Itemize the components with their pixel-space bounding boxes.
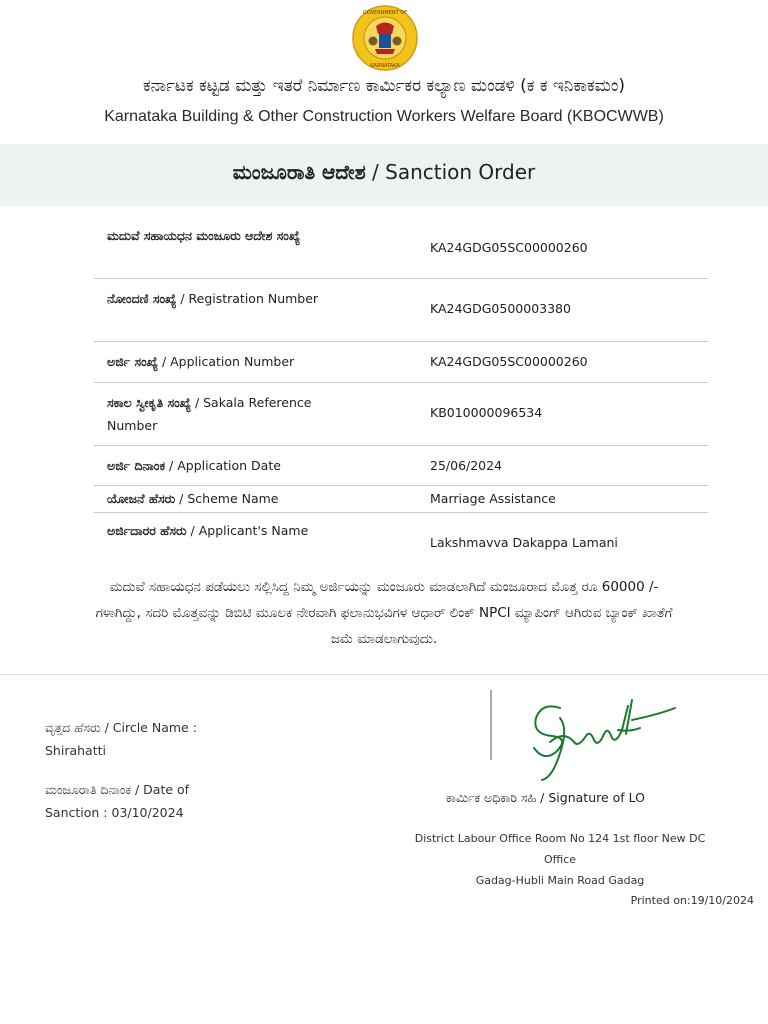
circle-name-block xyxy=(45,716,197,762)
table-row xyxy=(94,279,708,342)
row-label: ಮದುವೆ ಸಹಾಯಧನ ಮಂಜೂರು ಆದೇಶ ಸಂಖ್ಯೆ xyxy=(107,228,301,243)
sanction-date-value: Sanction : 03/10/2024 xyxy=(45,805,184,820)
notice-line: ಜಮೆ ಮಾಡಲಾಗುವುದು. xyxy=(330,631,438,647)
sanction-date-label: ಮಂಜೂರಾತಿ ದಿನಾಂಕ / Date of xyxy=(45,782,190,797)
sanction-date-block xyxy=(45,778,189,824)
notice-line: ಮದುವೆ ಸಹಾಯಧನ ಪಡೆಯಲು ಸಲ್ಲಿಸಿದ್ದ ನಿಮ್ಮ ಅರ್ಜಿಯನ್ನು ಮಂಜೂರು ಮಾಡಲಾಗಿದೆ ಮಂಜೂರಾದ ಮೊತ್ತ ರೂ 60000 /- xyxy=(109,579,659,595)
row-label: ಅರ್ಜಿ ಸಂಖ್ಯೆ / Application Number xyxy=(107,354,295,369)
row-value: KA24GDG0500003380 xyxy=(430,301,571,316)
row-value: 25/06/2024 xyxy=(430,458,503,473)
row-label: ನೋಂದಣಿ ಸಂಖ್ಯೆ / Registration Number xyxy=(107,291,319,306)
office-address-line: Gadag-Hubli Main Road Gadag xyxy=(475,874,645,887)
government-emblem-logo xyxy=(352,4,418,72)
emblem-top-text: GOVERNMENT OF xyxy=(362,10,408,16)
circle-name-value: Shirahatti xyxy=(45,743,106,758)
printed-date: Printed on:19/10/2024 xyxy=(630,894,754,907)
row-value: KB010000096534 xyxy=(430,405,543,420)
table-row xyxy=(94,383,708,446)
sanction-notice xyxy=(10,574,758,652)
org-name-english: Karnataka Building & Other Construction Workers Welfare Board (KBOCWWB) xyxy=(104,108,664,125)
row-value: Marriage Assistance xyxy=(430,491,556,506)
row-value: KA24GDG05SC00000260 xyxy=(430,240,588,255)
row-value: Lakshmavva Dakappa Lamani xyxy=(430,535,618,550)
page-title xyxy=(0,160,768,184)
row-label: ಯೋಜನೆ ಹೆಸರು / Scheme Name xyxy=(107,491,279,506)
table-row xyxy=(94,486,708,513)
office-address xyxy=(400,828,720,891)
row-label: ಅರ್ಜಿ ದಿನಾಂಕ / Application Date xyxy=(107,458,281,473)
office-address-line: District Labour Office Room No 124 1st floor New DC Office xyxy=(414,832,706,866)
row-label: ಅರ್ಜಿದಾರರ ಹೆಸರು / Applicant's Name xyxy=(107,523,309,538)
notice-line: ಗಳಾಗಿದ್ದು, ಸದರಿ ಮೊತ್ತವನ್ನು ಡಿಬಿಟಿ ಮೂಲಕ ನೇರವಾಗಿ ಫಲಾನುಭವಿಗಳ ಆಧಾರ್ ಲಿಂಕ್ NPCI ಮ್ಯಾಪಿಂಗ್ ಆಗಿರುವ ಬ್ಯಾಂಕ್ ಖಾತೆಗೆ xyxy=(95,605,673,621)
table-row xyxy=(94,513,708,571)
row-value: KA24GDG05SC00000260 xyxy=(430,354,588,369)
circle-name-label: ವೃತ್ತದ ಹೆಸರು / Circle Name : xyxy=(45,720,197,735)
table-row xyxy=(94,446,708,486)
sanction-details-table xyxy=(94,214,708,571)
signature-label: ಕಾರ್ಮಿಕ ಅಧಿಕಾರಿ ಸಹಿ / Signature of LO xyxy=(446,790,646,805)
table-row xyxy=(94,214,708,279)
officer-signature xyxy=(490,690,690,786)
org-name-kannada: ಕರ್ನಾಟಕ ಕಟ್ಟಡ ಮತ್ತು ಇತರೆ ನಿರ್ಮಾಣ ಕಾರ್ಮಿಕರ ಕಲ್ಯಾಣ ಮಂಡಳಿ (ಕ ಕ ಇನಿಕಾಕಮಂ) xyxy=(142,76,626,96)
section-divider xyxy=(0,674,768,675)
emblem-bottom-text: KARNATAKA xyxy=(370,63,400,69)
table-row xyxy=(94,342,708,383)
row-label: ಸಕಾಲ ಸ್ವೀಕೃತಿ ಸಂಖ್ಯೆ / Sakala Reference Number xyxy=(107,395,312,433)
page-title-kannada: ಮಂಜೂರಾತಿ ಆದೇಶ xyxy=(232,160,366,184)
page-title-english: / Sanction Order xyxy=(365,160,536,184)
